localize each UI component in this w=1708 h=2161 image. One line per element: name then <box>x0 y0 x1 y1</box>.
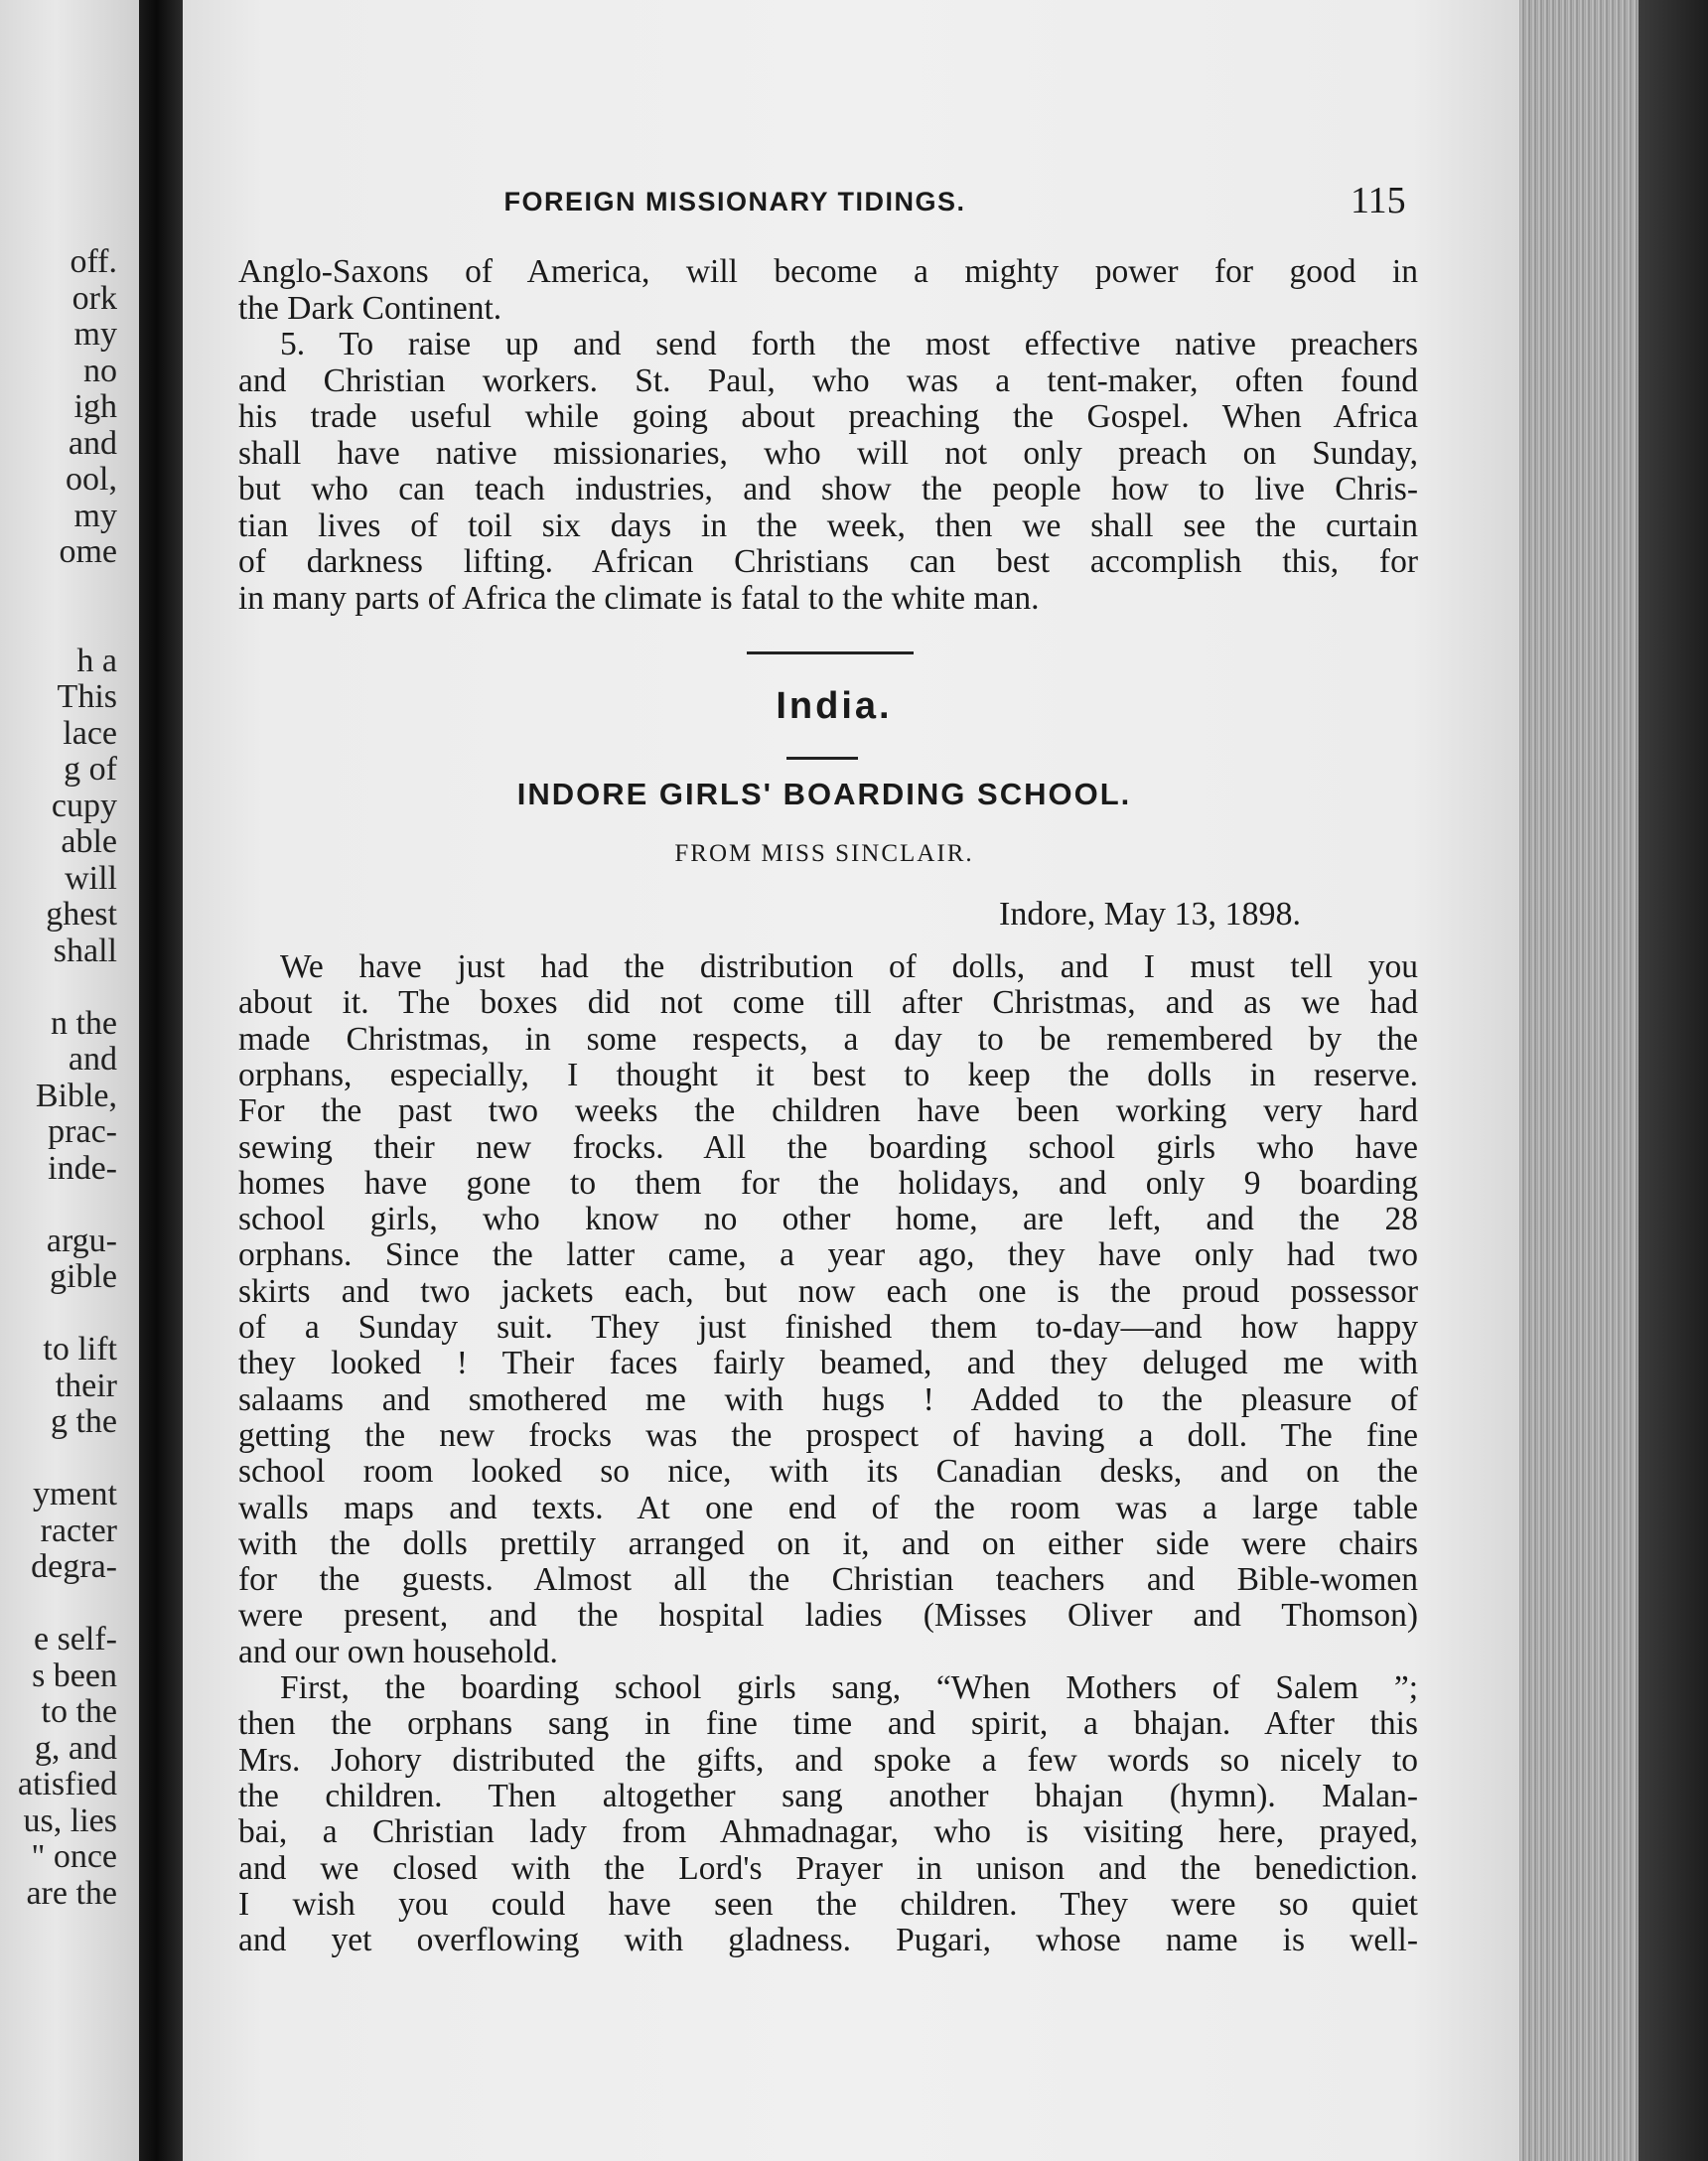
facing-page-line: igh <box>73 388 117 425</box>
facing-page-line: to the <box>41 1693 117 1730</box>
facing-page-line: This <box>57 678 117 715</box>
text-line: in many parts of Africa the climate is fatal to the white man. <box>238 579 1040 617</box>
page-number: 115 <box>1351 180 1406 221</box>
facing-page-line: s been <box>32 1657 117 1694</box>
text-line: bai, a Christian lady from Ahmadnagar, who is visiting here, prayed, <box>238 1813 1418 1851</box>
title-divider-rule <box>786 757 858 760</box>
article-byline: FROM MISS SINCLAIR. <box>674 840 974 867</box>
facing-page-line: " once <box>31 1838 117 1875</box>
facing-page-line: g of <box>64 751 117 788</box>
facing-page-line: shall <box>53 932 117 969</box>
facing-page-line: g, and <box>34 1729 117 1767</box>
facing-page-line: no <box>83 352 117 389</box>
text-line: but who can teach industries, and show the people how to live Chris- <box>238 471 1418 507</box>
text-line: I wish you could have seen the children. They were so quiet <box>238 1885 1418 1923</box>
facing-page-line: my <box>73 497 117 534</box>
facing-page-line: their <box>55 1367 117 1404</box>
book-gutter <box>139 0 183 2161</box>
text-line: of a Sunday suit. They just finished them to-day—and how happy <box>238 1309 1418 1346</box>
facing-page-line: will <box>65 859 117 897</box>
letter-dateline: Indore, May 13, 1898. <box>999 896 1302 933</box>
facing-page-line: and <box>68 1041 117 1078</box>
facing-page-line: and <box>68 424 117 462</box>
text-line: and yet overflowing with gladness. Pugari, whose name is well- <box>238 1922 1418 1959</box>
text-line: and we closed with the Lord's Prayer in unison and the benediction. <box>238 1849 1418 1887</box>
facing-page-line: argu- <box>46 1222 117 1259</box>
facing-page-line: lace <box>63 714 117 752</box>
text-line: First, the boarding school girls sang, “When Mothers of Salem ”; <box>280 1669 1418 1706</box>
facing-page-line: inde- <box>48 1149 117 1187</box>
text-line: and our own household. <box>238 1633 558 1670</box>
text-line: with the dolls prettily arranged on it, and on either side were chairs <box>238 1524 1418 1562</box>
page-edges <box>1519 0 1708 2161</box>
facing-page-line: ork <box>71 279 117 317</box>
text-line: Mrs. Johory distributed the gifts, and spoke a few words so nicely to <box>238 1741 1418 1779</box>
facing-page-line: Bible, <box>35 1077 117 1114</box>
text-line: for the guests. Almost all the Christian teachers and Bible-women <box>238 1561 1418 1599</box>
text-line: salaams and smothered me with hugs ! Added to the pleasure of <box>238 1380 1418 1418</box>
text-line: the Dark Continent. <box>238 289 502 327</box>
text-line: For the past two weeks the children have been working very hard <box>238 1092 1418 1130</box>
text-line: of darkness lifting. African Christians can best accomplish this, for <box>238 543 1418 580</box>
text-line: school room looked so nice, with its Canadian desks, and on the <box>238 1453 1418 1491</box>
facing-page-line: to lift <box>43 1331 117 1368</box>
facing-page-line: racter <box>40 1512 117 1549</box>
text-line: skirts and two jackets each, but now each one is the proud possessor <box>238 1272 1418 1310</box>
facing-page-line: gible <box>50 1258 117 1295</box>
text-line: school girls, who know no other home, are left, and the 28 <box>238 1201 1418 1238</box>
text-line: then the orphans sang in fine time and spirit, a bhajan. After this <box>238 1705 1418 1743</box>
section-title: India. <box>776 685 893 727</box>
text-line: walls maps and texts. At one end of the room was a large table <box>238 1489 1418 1526</box>
facing-page-line: ool, <box>66 461 117 498</box>
facing-page-line: h a <box>76 642 117 679</box>
facing-page-fragment <box>0 0 139 2161</box>
facing-page-line: n the <box>50 1004 117 1042</box>
facing-page-line: us, lies <box>23 1801 117 1839</box>
text-line: they looked ! Their faces fairly beamed, and they deluged me with <box>238 1345 1418 1382</box>
facing-page-line: e self- <box>33 1621 117 1657</box>
text-line: his trade useful while going about preaching the Gospel. When Africa <box>238 398 1418 435</box>
facing-page-line: able <box>61 823 117 860</box>
text-line: 5. To raise up and send forth the most effective native preachers <box>280 326 1418 362</box>
facing-page-line: g the <box>50 1403 117 1440</box>
section-divider-rule <box>747 651 914 654</box>
text-line: Anglo-Saxons of America, will become a mighty power for good in <box>238 253 1418 290</box>
text-line: were present, and the hospital ladies (Misses Oliver and Thomson) <box>238 1597 1418 1635</box>
text-line: orphans, especially, I thought it best to keep the dolls in reserve. <box>238 1056 1418 1093</box>
facing-page-line: yment <box>33 1476 117 1513</box>
facing-page-line: cupy <box>51 787 117 824</box>
facing-page-line: off. <box>70 243 117 280</box>
text-line: the children. Then altogether sang another bhajan (hymn). Malan- <box>238 1777 1418 1814</box>
running-head: FOREIGN MISSIONARY TIDINGS. <box>503 187 966 216</box>
text-line: and Christian workers. St. Paul, who was a tent-maker, often found <box>238 361 1418 399</box>
text-line: We have just had the distribution of dolls, and I must tell you <box>280 948 1418 985</box>
facing-page-line: atisfied <box>17 1766 117 1802</box>
facing-page-line: are the <box>26 1874 117 1912</box>
text-line: shall have native missionaries, who will not only preach on Sunday, <box>238 434 1418 472</box>
facing-page-line: degra- <box>31 1548 117 1585</box>
text-line: sewing their new frocks. All the boarding school girls who have <box>238 1128 1418 1166</box>
text-line: tian lives of toil six days in the week, then we shall see the curtain <box>238 506 1418 544</box>
facing-page-line: ome <box>59 533 117 570</box>
text-line: orphans. Since the latter came, a year ago, they have only had two <box>238 1236 1418 1274</box>
facing-page-line: prac- <box>48 1113 117 1150</box>
article-title: INDORE GIRLS' BOARDING SCHOOL. <box>516 777 1132 811</box>
text-line: about it. The boxes did not come till after Christmas, and as we had <box>238 984 1418 1022</box>
text-line: getting the new frocks was the prospect of having a doll. The fine <box>238 1416 1418 1454</box>
text-line: made Christmas, in some respects, a day to be remembered by the <box>238 1020 1418 1058</box>
facing-page-line: ghest <box>46 896 117 933</box>
text-line: homes have gone to them for the holidays, and only 9 boarding <box>238 1164 1418 1202</box>
facing-page-line: my <box>73 316 117 353</box>
